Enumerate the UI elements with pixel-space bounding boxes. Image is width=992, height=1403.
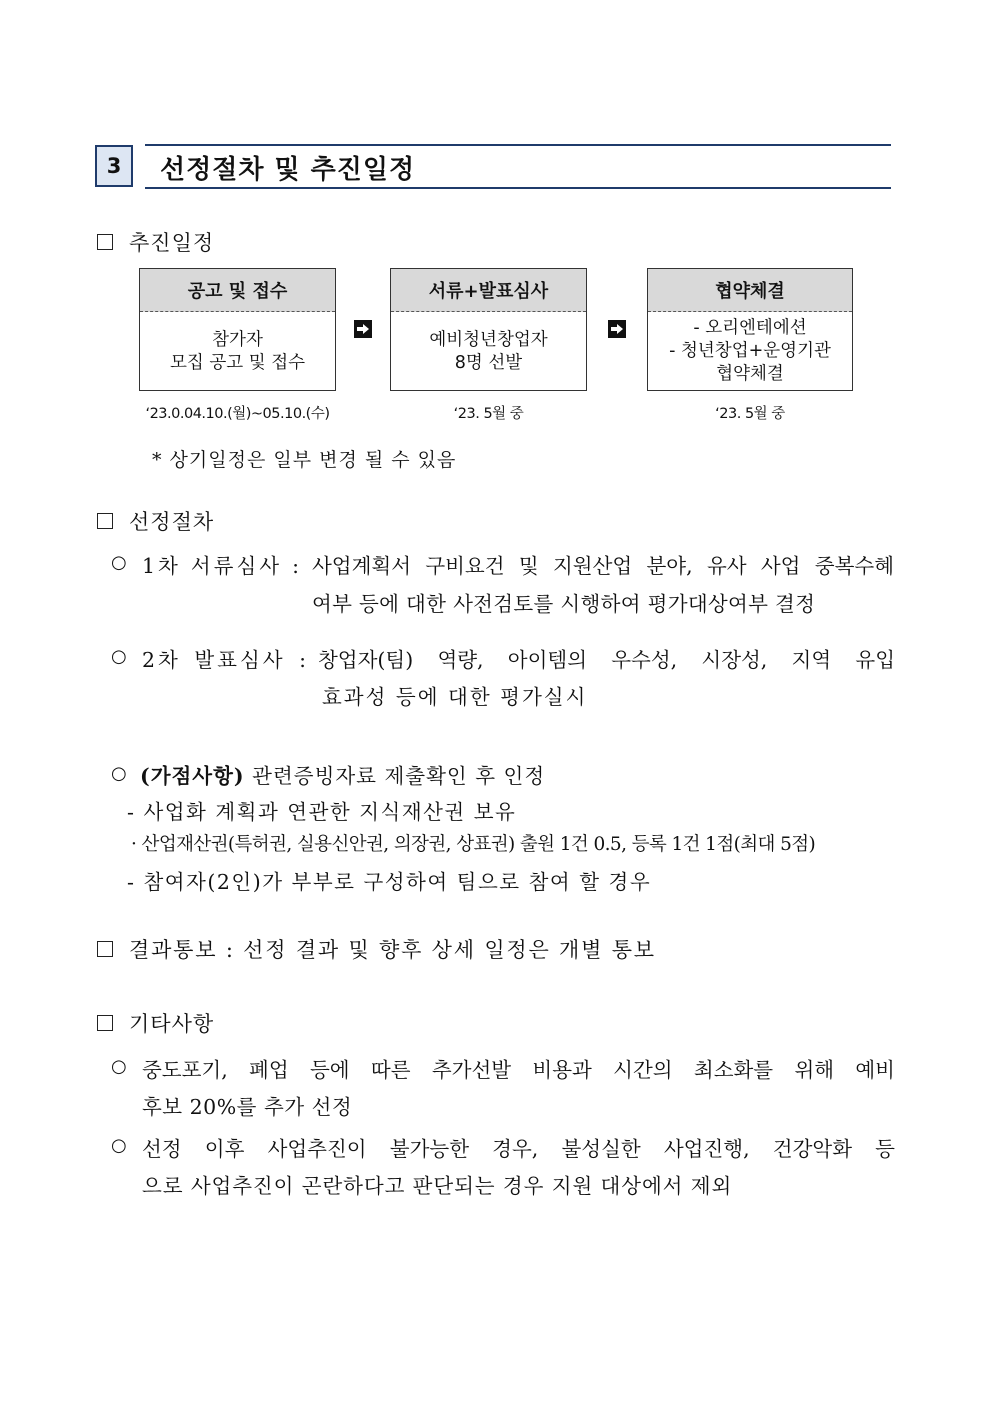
bonus-text: 관련증빙자료 제출확인 후 인정 <box>252 764 546 788</box>
etc-heading: 기타사항 <box>129 1012 215 1036</box>
first-review-label: 1차 서류심사 : <box>142 554 302 578</box>
section-title: 선정절차 및 추진일정 <box>160 155 416 185</box>
etc-item1-line2: 후보 20%를 추가 선정 <box>142 1095 353 1119</box>
step-line: - 오리엔테에션 <box>693 318 807 338</box>
arrow-right-icon <box>608 320 626 338</box>
step-line: 협약체결 <box>716 364 784 384</box>
checkbox-square-icon <box>97 1015 113 1031</box>
step-line: 참가자 <box>212 329 263 350</box>
step-title: 서류+발표심사 <box>391 269 586 312</box>
step-title: 공고 및 접수 <box>140 269 335 312</box>
step-body <box>391 312 586 391</box>
etc-item2-line2: 으로 사업추진이 곤란하다고 판단되는 경우 지원 대상에서 제외 <box>142 1174 733 1198</box>
step-line: - 청년창업+운영기관 <box>669 341 831 361</box>
schedule-heading: 추진일정 <box>129 231 215 255</box>
schedule-note: * 상기일정은 일부 변경 될 수 있음 <box>152 449 457 471</box>
step-date: ‘23. 5월 중 <box>715 406 785 422</box>
etc-item2-line1: 선정 이후 사업추진이 불가능한 경우, 불성실한 사업진행, 건강악화 등 <box>142 1137 895 1161</box>
selection-heading: 선정절차 <box>129 510 215 534</box>
bonus-label: (가점사항) <box>140 764 245 788</box>
step-date: ‘23.0.04.10.(월)~05.10.(수) <box>145 406 330 422</box>
step-line: 모집 공고 및 접수 <box>169 352 306 373</box>
step-box-2 <box>390 268 587 391</box>
circle-bullet-icon: ○ <box>111 646 127 667</box>
section-number: 3 <box>95 145 133 187</box>
etc-item1-line1: 중도포기, 폐업 등에 따른 추가선발 비용과 시간의 최소화를 위해 예비 <box>142 1058 895 1082</box>
first-review-line1: 사업계획서 구비요건 및 지원산업 분야, 유사 사업 중복수혜 <box>312 554 894 578</box>
step-box-3 <box>647 268 853 391</box>
bonus-item: - 참여자(2인)가 부부로 구성하여 팀으로 참여 할 경우 <box>127 870 652 894</box>
step-body <box>648 312 852 391</box>
step-line: 8명 선발 <box>454 352 523 373</box>
step-title: 협약체결 <box>648 269 852 312</box>
arrow-right-icon <box>354 320 372 338</box>
bonus-item: · 산업재산권(특허권, 실용신안권, 의장권, 상표권) 출원 1건 0.5, 등록 1건 1점(최대 5점) <box>131 834 816 855</box>
circle-bullet-icon: ○ <box>111 763 127 784</box>
circle-bullet-icon: ○ <box>111 1135 127 1156</box>
circle-bullet-icon: ○ <box>111 552 127 573</box>
checkbox-square-icon <box>97 234 113 250</box>
checkbox-square-icon <box>97 513 113 529</box>
circle-bullet-icon: ○ <box>111 1056 127 1077</box>
second-review-line2: 효과성 등에 대한 평가실시 <box>322 685 588 709</box>
step-body <box>140 312 335 391</box>
bonus-item: - 사업화 계획과 연관한 지식재산권 보유 <box>127 800 517 824</box>
bonus-line <box>140 759 545 789</box>
header-rule-bottom <box>145 187 891 189</box>
checkbox-square-icon <box>97 941 113 957</box>
step-box-1 <box>139 268 336 391</box>
first-review-line2: 여부 등에 대한 사전검토를 시행하여 평가대상여부 결정 <box>312 592 816 616</box>
second-review-line1: 창업자(팀) 역량, 아이템의 우수성, 시장성, 지역 유입 <box>318 648 895 672</box>
result-text: 결과통보 : 선정 결과 및 향후 상세 일정은 개별 통보 <box>129 938 656 962</box>
header-rule-top <box>145 144 891 146</box>
step-date: ‘23. 5월 중 <box>453 406 524 422</box>
second-review-label: 2차 발표심사 : <box>142 648 309 672</box>
step-line: 예비청년창업자 <box>429 329 548 350</box>
